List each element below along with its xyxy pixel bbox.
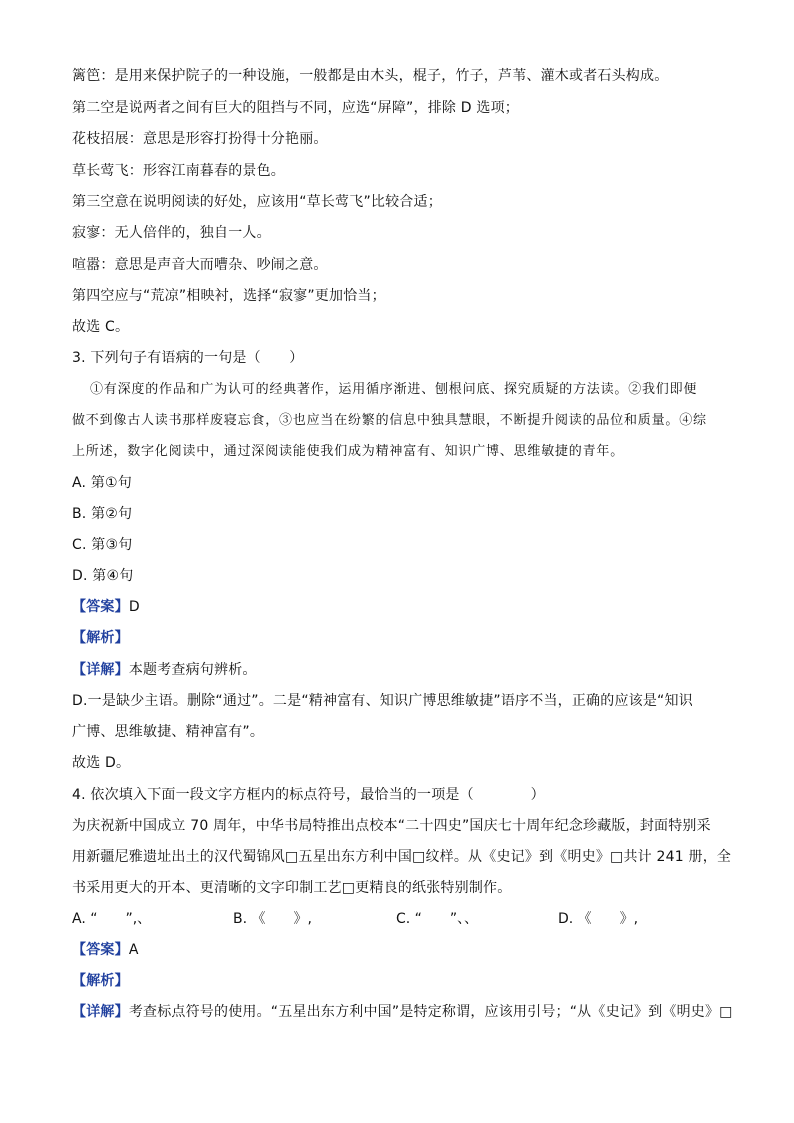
option-b: B. 《 》, (233, 911, 312, 927)
question-3-passage-line: 上所述，数字化阅读中，通过深阅读能使我们成为精神富有、知识广博、思维敏捷的青年。 (72, 444, 625, 459)
explain-line: 故选 D。 (72, 755, 131, 771)
question-4-passage-line: 用新疆尼雅遗址出土的汉代蜀锦风□五星出东方利中国□纹样。从《史记》到《明史》□共计 241 册，全 (72, 849, 732, 865)
question-3-stem: 3. 下列句子有语病的一句是（ ） (72, 350, 304, 366)
question-4-stem: 4. 依次填入下面一段文字方框内的标点符号，最恰当的一项是（ ） (72, 787, 545, 803)
detail-tag: 【详解】 (72, 1004, 129, 1020)
option-b: B. 第②句 (72, 506, 133, 522)
text-line: 第四空应与“荒凉”相映衬，选择“寂寥”更加恰当； (72, 288, 386, 304)
answer-tag: 【答案】 (72, 942, 129, 958)
question-4-passage-line: 书采用更大的开本、更清晰的文字印制工艺□更精良的纸张特别制作。 (72, 880, 512, 896)
text-line: 篱笆：是用来保护院子的一种设施，一般都是由木头，棍子，竹子，芦苇、灌木或者石头构成。 (72, 68, 669, 84)
option-c: C. “ ”、、 (396, 911, 479, 927)
text-line: 第三空意在说明阅读的好处，应该用“草长莺飞”比较合适； (72, 194, 442, 210)
analysis-line (72, 971, 129, 991)
analysis-line (72, 628, 129, 648)
option-d: D. 第④句 (72, 568, 134, 584)
question-3-passage-line: 做不到像古人读书那样废寝忘食，③也应当在纷繁的信息中独具慧眼，不断提升阅读的品位和质量。④综 (72, 413, 707, 428)
option-c: C. 第③句 (72, 537, 133, 553)
text-line: 寂寥：无人倍伴的，独自一人。 (72, 225, 271, 241)
answer-value: D (128, 599, 140, 615)
analysis-tag: 【解析】 (72, 973, 129, 989)
option-a: A. “ ”,、 (72, 911, 152, 927)
detail-line (72, 1002, 733, 1022)
explain-line: D.一是缺少主语。删除“通过”。二是“精神富有、知识广博思维敏捷”语序不当，正确的应该是“知识 (72, 693, 693, 709)
text-line: 草长莺飞：形容江南暮春的景色。 (72, 163, 285, 179)
answer-tag: 【答案】 (72, 599, 129, 615)
analysis-tag: 【解析】 (72, 630, 129, 646)
detail-line (72, 660, 257, 680)
answer-line (72, 940, 139, 960)
text-line: 第二空是说两者之间有巨大的阻挡与不同，应选“屏障”，排除 D 选项； (72, 100, 519, 116)
text-line: 花枝招展：意思是形容打扮得十分艳丽。 (72, 131, 328, 147)
text-line: 故选 C。 (72, 319, 130, 335)
answer-line (72, 597, 140, 617)
detail-text: 本题考查病句辨析。 (128, 662, 257, 678)
detail-text: 考查标点符号的使用。“五星出东方利中国”是特定称谓，应该用引号；“从《史记》到《明史》□ (128, 1004, 733, 1020)
detail-tag: 【详解】 (72, 662, 129, 678)
option-a: A. 第①句 (72, 475, 132, 491)
option-d: D. 《 》, (558, 911, 639, 927)
answer-value: A (128, 942, 139, 958)
question-4-passage-line: 为庆祝新中国成立 70 周年，中华书局特推出点校本“二十四史”国庆七十周年纪念珍藏版，封面特别采 (72, 818, 711, 834)
question-3-passage-line: ①有深度的作品和广为认可的经典著作，运用循序渐进、刨根问底、探究质疑的方法读。②我们即便 (90, 382, 698, 397)
explain-line: 广博、思维敏捷、精神富有”。 (72, 724, 265, 740)
text-line: 喧嚣：意思是声音大而嘈杂、吵闹之意。 (72, 257, 328, 273)
